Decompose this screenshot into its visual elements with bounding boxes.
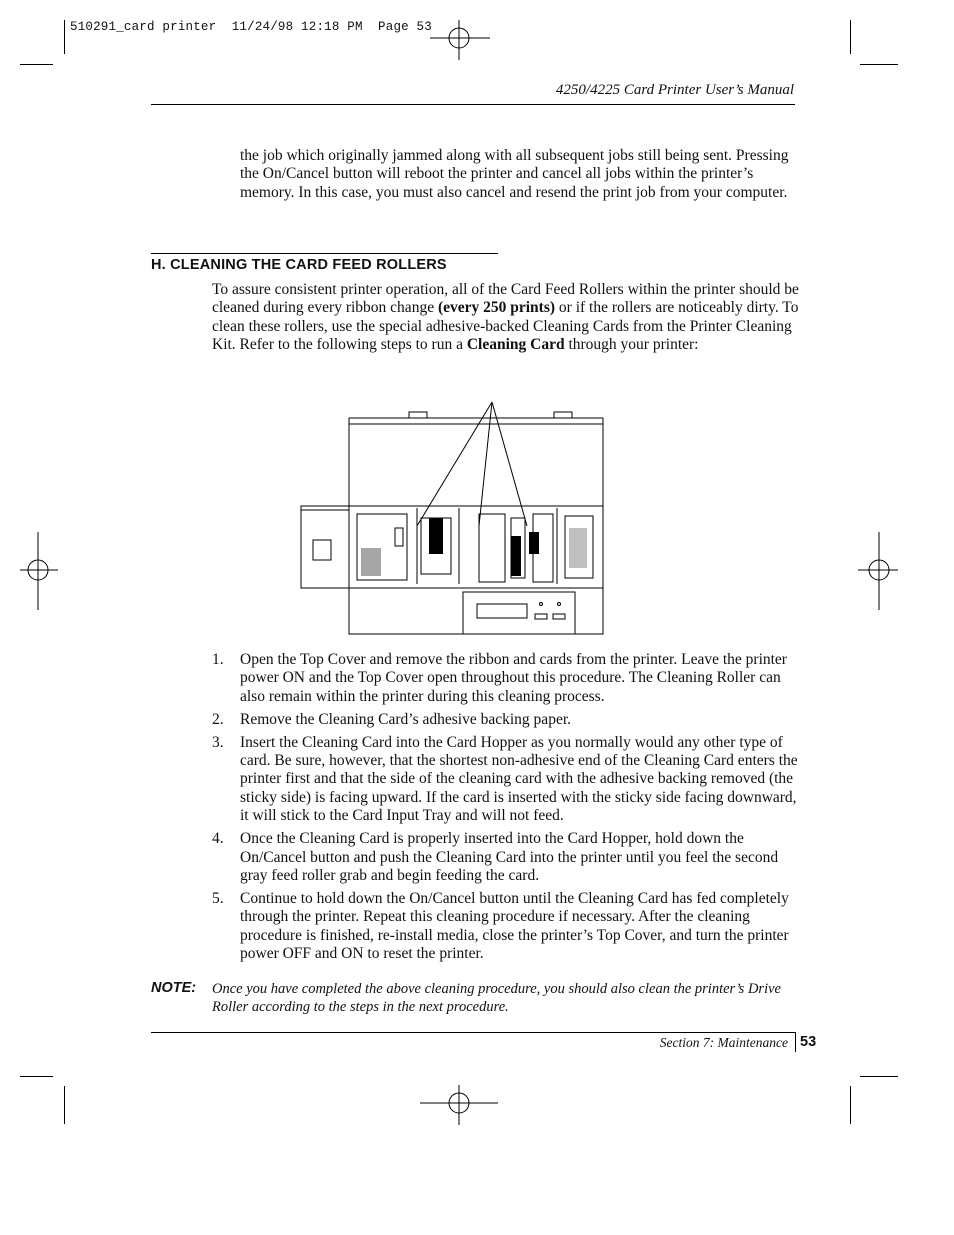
intro-paragraph: To assure consistent printer operation, all of the Card Feed Rollers within the printer should be cleaned during every ribbon change (every 250 prints) or if the rollers are noticeably dirty. To clean these rollers, use the special adhesive-backed Cleaning Cards from the Printer Cleaning Kit. Refer to the following steps to run a Cleaning Card through your printer: <box>212 281 799 354</box>
crop-mark <box>860 1076 898 1077</box>
registration-mark-icon <box>858 532 898 610</box>
list-item: 2. Remove the Cleaning Card’s adhesive backing paper. <box>212 710 572 728</box>
emphasis: (every 250 prints) <box>437 299 556 317</box>
footer-section-label: Section 7: Maintenance <box>659 1035 788 1050</box>
print-slug: 510291_card printer 11/24/98 12:18 PM Page 53 <box>70 20 432 34</box>
continuation-paragraph: the job which originally jammed along with all subsequent jobs still being sent. Pressing the On/Cancel button will reboot the printer and cancel all jobs within the printer’s memory. In this case, you must also cancel and resend the print job from your computer. <box>240 147 789 201</box>
footer-rule <box>151 1032 795 1033</box>
note-text: Once you have completed the above cleaning procedure, you should also clean the printer’s Drive Roller according to the steps in the next procedure. <box>212 981 781 1016</box>
crop-mark <box>860 64 898 65</box>
registration-mark-icon <box>20 532 58 610</box>
list-item: 3. Insert the Cleaning Card into the Card Hopper as you normally would any other type of card. Be sure, however, that the shortest non-adhesive end of the Cleaning Card enters the printer first and that the side of the cleaning card with the adhesive backing removed (the sticky side) is facing upward. If the card is inserted with the sticky side facing downward, it will stick to the Card Input Tray and will not feed. <box>212 733 798 825</box>
crop-mark <box>20 64 53 65</box>
steps-list <box>212 651 802 968</box>
registration-mark-icon <box>420 1085 498 1125</box>
note-label: NOTE: <box>151 980 197 996</box>
list-item: 1. Open the Top Cover and remove the ribbon and cards from the printer. Leave the printer power ON and the Top Cover open throughout this procedure. The Cleaning Roller can also remain within the printer during this cleaning process. <box>212 651 787 705</box>
page-number: 53 <box>800 1034 817 1050</box>
crop-mark <box>20 1076 53 1077</box>
registration-mark-icon <box>430 20 490 60</box>
crop-mark <box>850 20 851 54</box>
crop-mark <box>850 1086 851 1124</box>
section-heading: H. CLEANING THE CARD FEED ROLLERS <box>151 257 447 273</box>
crop-mark <box>64 20 65 54</box>
printer-illustration <box>299 398 605 636</box>
crop-mark <box>64 1086 65 1124</box>
list-item: 4. Once the Cleaning Card is properly inserted into the Card Hopper, hold down the On/Cancel button and push the Cleaning Card into the printer until you feel the second gray feed roller grab and begin feeding the card. <box>212 830 779 884</box>
header-rule <box>151 104 795 105</box>
running-header: 4250/4225 Card Printer User’s Manual <box>555 82 794 98</box>
list-item: 5. Continue to hold down the On/Cancel button until the Cleaning Card has fed completely through the printer. Repeat this cleaning procedure if necessary. After the cleaning procedure is finished, re-install media, close the printer’s Top Cover, and turn the printer power OFF and ON to reset the printer. <box>212 889 789 963</box>
section-rule <box>151 253 498 254</box>
footer-divider <box>795 1032 796 1052</box>
emphasis: Cleaning Card <box>466 336 565 354</box>
